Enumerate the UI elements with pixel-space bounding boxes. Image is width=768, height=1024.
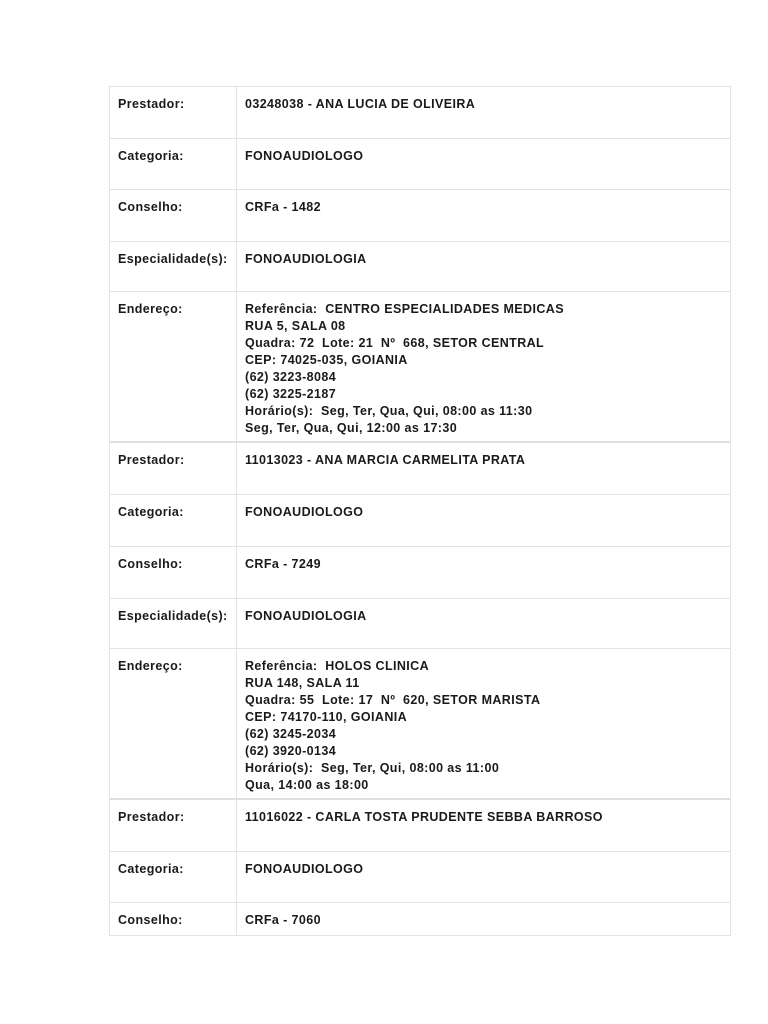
address-line: (62) 3225-2187 [245, 387, 337, 401]
row-conselho [110, 547, 730, 599]
address-line: Referência: CENTRO ESPECIALIDADES MEDICAS [245, 302, 564, 316]
row-conselho [110, 190, 730, 242]
address-line: Horário(s): Seg, Ter, Qua, Qui, 08:00 as 11:30 [245, 404, 533, 418]
label-categoria: Categoria: [110, 139, 237, 189]
value-especialidade: FONOAUDIOLOGIA [245, 609, 367, 623]
row-endereco [110, 292, 730, 443]
row-prestador [110, 800, 730, 852]
label-conselho: Conselho: [110, 547, 237, 598]
label-prestador: Prestador: [110, 87, 237, 138]
address-line: Referência: HOLOS CLINICA [245, 659, 430, 673]
address-line: (62) 3223-8084 [245, 370, 337, 384]
row-categoria [110, 495, 730, 547]
label-endereco: Endereço: [110, 649, 237, 798]
value-conselho: CRFa - 7249 [245, 557, 321, 571]
address-line: CEP: 74170-110, GOIANIA [245, 710, 408, 724]
address-line: RUA 148, SALA 11 [245, 676, 360, 690]
row-especialidade [110, 599, 730, 649]
row-categoria [110, 852, 730, 903]
row-conselho [110, 903, 730, 935]
label-conselho: Conselho: [110, 903, 237, 935]
address-line: Qua, 14:00 as 18:00 [245, 778, 369, 792]
value-especialidade: FONOAUDIOLOGIA [245, 252, 367, 266]
label-prestador: Prestador: [110, 443, 237, 494]
address-line: RUA 5, SALA 08 [245, 319, 346, 333]
label-categoria: Categoria: [110, 852, 237, 902]
address-line: Horário(s): Seg, Ter, Qui, 08:00 as 11:00 [245, 761, 500, 775]
value-prestador: 11016022 - CARLA TOSTA PRUDENTE SEBBA BARROSO [245, 810, 603, 824]
address-line: Quadra: 55 Lote: 17 Nº 620, SETOR MARISTA [245, 693, 541, 707]
label-especialidade: Especialidade(s): [110, 599, 237, 648]
provider-table [109, 86, 731, 936]
value-categoria: FONOAUDIOLOGO [245, 862, 364, 876]
address-line: Seg, Ter, Qua, Qui, 12:00 as 17:30 [245, 421, 458, 435]
value-categoria: FONOAUDIOLOGO [245, 505, 364, 519]
label-categoria: Categoria: [110, 495, 237, 546]
value-endereco [237, 292, 730, 441]
row-especialidade [110, 242, 730, 292]
value-conselho: CRFa - 1482 [245, 200, 321, 214]
value-prestador: 11013023 - ANA MARCIA CARMELITA PRATA [245, 453, 526, 467]
label-especialidade: Especialidade(s): [110, 242, 237, 291]
address-line: (62) 3245-2034 [245, 727, 337, 741]
label-conselho: Conselho: [110, 190, 237, 241]
address-line: Quadra: 72 Lote: 21 Nº 668, SETOR CENTRAL [245, 336, 545, 350]
value-categoria: FONOAUDIOLOGO [245, 149, 364, 163]
address-line: CEP: 74025-035, GOIANIA [245, 353, 408, 367]
value-conselho: CRFa - 7060 [245, 913, 321, 927]
row-endereco [110, 649, 730, 800]
address-line: (62) 3920-0134 [245, 744, 337, 758]
row-categoria [110, 139, 730, 190]
label-prestador: Prestador: [110, 800, 237, 851]
row-prestador [110, 87, 730, 139]
label-endereco: Endereço: [110, 292, 237, 441]
row-prestador [110, 443, 730, 495]
value-prestador: 03248038 - ANA LUCIA DE OLIVEIRA [245, 97, 476, 111]
value-endereco [237, 649, 730, 798]
